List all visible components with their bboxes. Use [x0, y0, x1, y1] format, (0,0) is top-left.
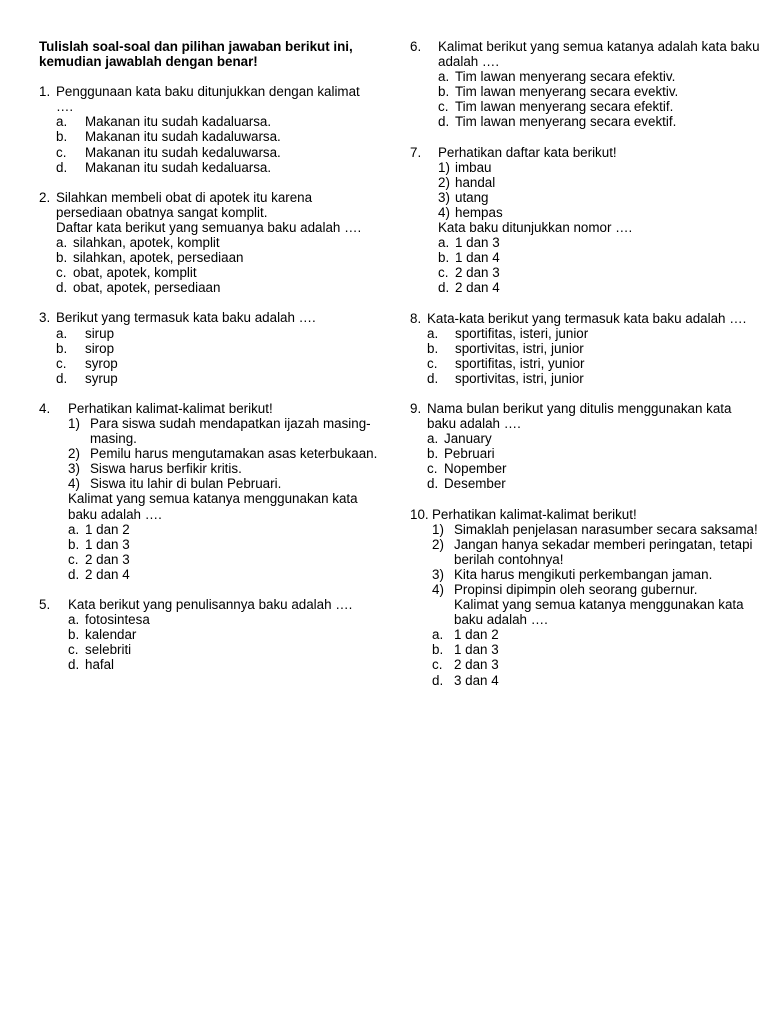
option-d: d. 2 dan 4	[438, 280, 500, 296]
option-d: d. Makanan itu sudah kedaluarsa.	[56, 159, 272, 175]
option-c: c. 2 dan 3	[432, 657, 499, 673]
option-c: c. Tim lawan menyerang secara efektif.	[438, 99, 674, 115]
statement-2: 2) Jangan hanya sekadar memberi peringatan, tetapi berilah contohnya!	[432, 536, 753, 567]
option-a: a. Makanan itu sudah kadaluarsa.	[56, 114, 272, 130]
statement-2: 2) Pemilu harus mengutamakan asas keterbukaan.	[68, 446, 378, 462]
option-b: b. silahkan, apotek, persediaan	[56, 250, 244, 266]
option-d: d. 2 dan 4	[68, 566, 130, 582]
question-text-2: Kalimat yang semua katanya menggunakan kata baku adalah ….	[68, 491, 358, 522]
option-c: c. 2 dan 3	[68, 551, 130, 567]
word-4: 4) hempas	[438, 204, 503, 220]
question-text: Penggunaan kata baku ditunjukkan dengan kalimat ….	[56, 84, 360, 115]
question-4	[39, 401, 379, 582]
option-a: a. 1 dan 2	[68, 521, 130, 537]
option-d: d. hafal	[68, 657, 115, 673]
instruction: Tulislah soal-soal dan pilihan jawaban berikut ini, kemudian jawablah dengan benar!	[39, 39, 353, 70]
statement-1: 1) Simaklah penjelasan narasumber secara saksama!	[432, 521, 758, 537]
question-text: Kata-kata berikut yang termasuk kata baku adalah ….	[427, 310, 747, 326]
option-a: a. fotosintesa	[68, 612, 150, 628]
option-a: a. sirup	[56, 325, 115, 341]
question-text: Nama bulan berikut yang ditulis menggunakan kata baku adalah ….	[427, 400, 732, 432]
option-b: b. Pebruari	[427, 446, 495, 462]
question-text-2: Kata baku ditunjukkan nomor ….	[438, 220, 633, 236]
option-d: d. Tim lawan menyerang secara evektif.	[438, 114, 677, 130]
option-a: a. 1 dan 2	[432, 627, 499, 643]
option-c: c. syrop	[56, 355, 118, 371]
question-6	[410, 39, 760, 130]
question-text: Kata berikut yang penulisannya baku adalah ….	[68, 597, 353, 612]
option-b: b. 1 dan 3	[432, 642, 499, 658]
option-a: a. sportifitas, isteri, junior	[427, 325, 589, 341]
statement-4: 4) Propinsi dipimpin oleh seorang gubernur.	[432, 582, 698, 597]
option-b: b. sportivitas, istri, junior	[427, 340, 584, 356]
question-text-2: Kalimat yang semua katanya menggunakan kata baku adalah ….	[454, 597, 744, 628]
question-number: 8.	[410, 310, 422, 326]
statement-4: 4) Siswa itu lahir di bulan Pebruari.	[68, 476, 282, 492]
option-c: c. sportifitas, istri, yunior	[427, 355, 585, 371]
option-b: b. 1 dan 3	[68, 536, 130, 552]
question-1	[39, 84, 379, 175]
question-7	[410, 145, 760, 296]
question-text: Perhatikan kalimat-kalimat berikut!	[68, 400, 273, 416]
question-9	[410, 401, 760, 492]
question-3	[39, 310, 379, 385]
option-d: d. Desember	[427, 476, 506, 492]
question-number: 3.	[39, 310, 51, 326]
option-a: a. 1 dan 3	[438, 235, 500, 251]
question-text: Berikut yang termasuk kata baku adalah ….	[56, 310, 316, 326]
question-number: 4.	[39, 400, 51, 416]
question-text: Silahkan membeli obat di apotek itu karena persediaan obatnya sangat komplit.	[56, 189, 313, 220]
question-number: 6.	[410, 39, 422, 54]
question-number: 5.	[39, 597, 51, 612]
option-d: d. 3 dan 4	[432, 672, 499, 688]
question-text: Kalimat berikut yang semua katanya adalah kata baku adalah ….	[438, 39, 760, 70]
option-c: c. selebriti	[68, 642, 132, 658]
question-number: 1.	[39, 84, 51, 100]
option-c: c. Nopember	[427, 461, 507, 477]
option-c: c. obat, apotek, komplit	[56, 265, 197, 281]
option-a: a. January	[427, 431, 492, 447]
option-b: b. sirop	[56, 340, 115, 356]
statement-3: 3) Kita harus mengikuti perkembangan jaman.	[432, 566, 713, 582]
right-column	[410, 39, 760, 703]
option-d: d. sportivitas, istri, junior	[427, 370, 584, 386]
option-b: b. 1 dan 4	[438, 250, 500, 266]
word-3: 3) utang	[438, 189, 489, 205]
option-b: b. Tim lawan menyerang secara evektiv.	[438, 84, 679, 100]
question-text: Perhatikan kalimat-kalimat berikut!	[432, 506, 637, 522]
option-c: c. 2 dan 3	[438, 265, 500, 281]
statement-3: 3) Siswa harus berfikir kritis.	[68, 461, 242, 477]
option-d: d. syrup	[56, 370, 118, 386]
question-text: Perhatikan daftar kata berikut!	[438, 144, 617, 160]
question-number: 9.	[410, 400, 422, 416]
question-number: 2.	[39, 189, 51, 205]
word-2: 2) handal	[438, 174, 496, 190]
option-d: d. obat, apotek, persediaan	[56, 280, 221, 296]
option-b: b. kalendar	[68, 627, 137, 643]
question-number: 7.	[410, 144, 422, 160]
question-8	[410, 311, 760, 386]
question-2	[39, 190, 379, 296]
option-c: c. Makanan itu sudah kedaluwarsa.	[56, 144, 281, 160]
question-5	[39, 597, 379, 672]
option-a: a. Tim lawan menyerang secara efektiv.	[438, 69, 676, 85]
statement-1: 1) Para siswa sudah mendapatkan ijazah masing-masing.	[68, 415, 371, 447]
option-b: b. Makanan itu sudah kadaluwarsa.	[56, 129, 281, 145]
question-number: 10.	[410, 506, 429, 522]
word-1: 1) imbau	[438, 159, 492, 175]
left-column	[39, 39, 379, 687]
option-a: a. silahkan, apotek, komplit	[56, 235, 220, 251]
question-10	[410, 507, 760, 688]
question-text-2: Daftar kata berikut yang semuanya baku adalah ….	[56, 219, 362, 235]
